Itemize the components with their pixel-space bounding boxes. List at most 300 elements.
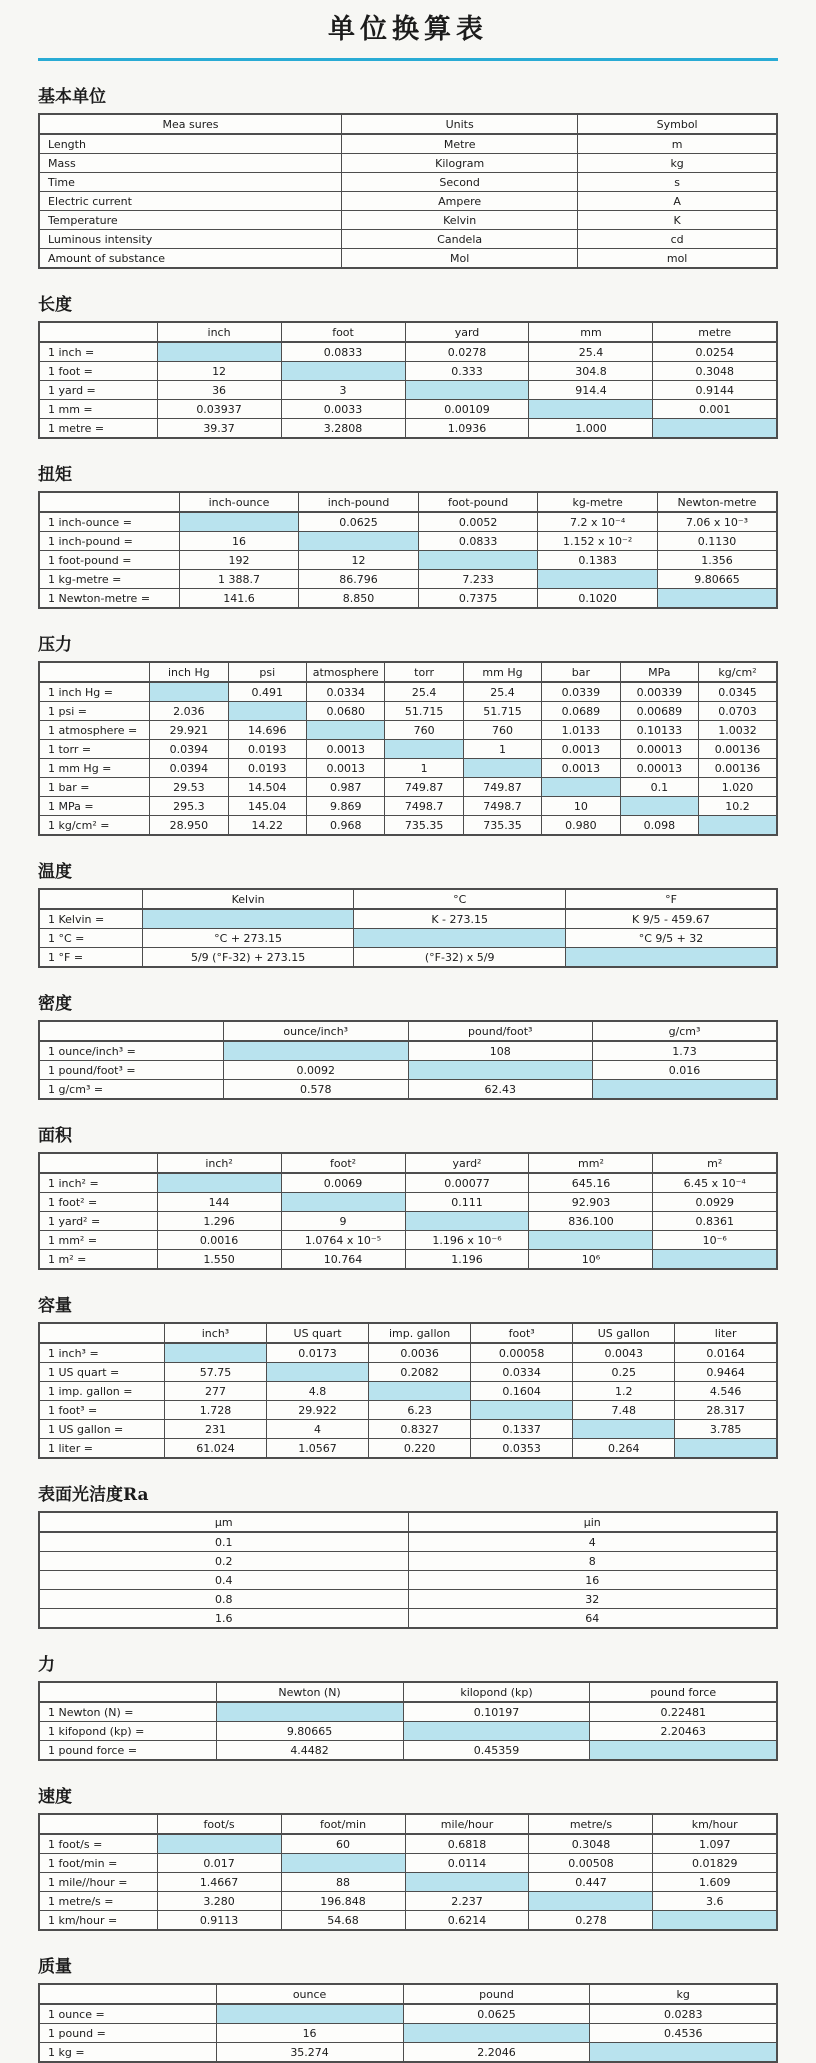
table-cell: 0.0278	[405, 342, 529, 362]
table-cell	[179, 512, 299, 532]
table-cell: Kilogram	[342, 154, 578, 173]
table-cell: (°F-32) x 5/9	[354, 948, 566, 968]
table-cell: 51.715	[463, 702, 541, 721]
table-cell: 0.00013	[620, 759, 698, 778]
column-header: imp. gallon	[369, 1323, 471, 1343]
conversion-table	[38, 491, 778, 609]
table-cell: 0.0193	[228, 740, 306, 759]
row-label: 1 kg-metre =	[39, 570, 179, 589]
table-row	[39, 551, 777, 570]
column-header: foot²	[281, 1153, 405, 1173]
unit-section-11	[38, 1957, 778, 2063]
column-header	[39, 662, 150, 682]
table-row	[39, 909, 777, 929]
row-label: Time	[39, 173, 342, 192]
row-label: 1 kg =	[39, 2043, 216, 2063]
table-cell: 192	[179, 551, 299, 570]
table-cell: 10.2	[699, 797, 777, 816]
table-cell: 0.03937	[157, 400, 281, 419]
unit-section-10	[38, 1787, 778, 1931]
conversion-table	[38, 661, 778, 836]
column-header	[39, 1984, 216, 2004]
table-cell: 1.0936	[405, 419, 529, 439]
table-cell: 1.196 x 10⁻⁶	[405, 1231, 529, 1250]
table-cell: Candela	[342, 230, 578, 249]
table-cell: 92.903	[529, 1193, 653, 1212]
table-cell	[542, 778, 620, 797]
table-row	[39, 740, 777, 759]
table-cell: 57.75	[164, 1363, 266, 1382]
column-header	[39, 322, 157, 342]
table-cell	[653, 419, 777, 439]
unit-section-4	[38, 862, 778, 968]
table-cell: 0.01829	[653, 1854, 777, 1873]
table-cell: 304.8	[529, 362, 653, 381]
table-cell	[385, 740, 463, 759]
column-header: Mea sures	[39, 114, 342, 134]
row-label: 1 Kelvin =	[39, 909, 142, 929]
table-cell: 0.2082	[369, 1363, 471, 1382]
row-label: 1 metre/s =	[39, 1892, 157, 1911]
table-cell: 0.1130	[657, 532, 777, 551]
table-cell: 760	[463, 721, 541, 740]
table-cell: 0.00058	[471, 1343, 573, 1363]
section-heading: 面积	[38, 1126, 72, 1146]
table-cell: 0.0013	[307, 740, 385, 759]
table-cell: 14.504	[228, 778, 306, 797]
table-cell: 2.2046	[403, 2043, 590, 2063]
table-cell: 8	[408, 1552, 777, 1571]
table-cell: 51.715	[385, 702, 463, 721]
column-header: yard	[405, 322, 529, 342]
table-cell: 7498.7	[385, 797, 463, 816]
row-label: 1 inch³ =	[39, 1343, 164, 1363]
table-cell: 735.35	[463, 816, 541, 836]
table-cell	[281, 1193, 405, 1212]
table-cell: 0.1383	[538, 551, 658, 570]
table-cell: 1.550	[157, 1250, 281, 1270]
table-cell: m	[578, 134, 777, 154]
table-cell: K - 273.15	[354, 909, 566, 929]
table-cell	[157, 342, 281, 362]
table-row	[39, 419, 777, 439]
table-cell: 231	[164, 1420, 266, 1439]
table-cell: 0.980	[542, 816, 620, 836]
header-row	[39, 492, 777, 512]
table-row	[39, 342, 777, 362]
table-cell	[699, 816, 777, 836]
table-row	[39, 1212, 777, 1231]
column-header: kilopond (kp)	[403, 1682, 590, 1702]
table-cell	[228, 702, 306, 721]
table-cell: 25.4	[385, 682, 463, 702]
table-cell: 0.0353	[471, 1439, 573, 1459]
table-cell: 10.764	[281, 1250, 405, 1270]
table-cell	[418, 551, 538, 570]
table-cell: 2.20463	[590, 1722, 777, 1741]
header-row	[39, 1323, 777, 1343]
table-cell: cd	[578, 230, 777, 249]
table-cell: 0.25	[573, 1363, 675, 1382]
table-cell: 295.3	[150, 797, 228, 816]
table-row	[39, 1231, 777, 1250]
header-row	[39, 322, 777, 342]
table-cell: 10⁻⁶	[653, 1231, 777, 1250]
table-cell: 9.869	[307, 797, 385, 816]
column-header: bar	[542, 662, 620, 682]
table-row	[39, 1609, 777, 1629]
table-cell: 0.017	[157, 1854, 281, 1873]
column-header: μin	[408, 1512, 777, 1532]
table-cell	[653, 1250, 777, 1270]
table-cell: 1.196	[405, 1250, 529, 1270]
unit-section-0	[38, 87, 778, 269]
conversion-table	[38, 1511, 778, 1629]
table-cell: 0.333	[405, 362, 529, 381]
row-label: 1 pound/foot³ =	[39, 1061, 224, 1080]
table-cell: 1.4667	[157, 1873, 281, 1892]
table-cell: 0.10197	[403, 1702, 590, 1722]
column-header: μm	[39, 1512, 408, 1532]
column-header: m²	[653, 1153, 777, 1173]
table-cell: 25.4	[529, 342, 653, 362]
section-heading: 质量	[38, 1957, 72, 1977]
table-cell	[620, 797, 698, 816]
section-heading: 表面光洁度Ra	[38, 1485, 149, 1505]
table-row	[39, 1061, 777, 1080]
row-label: 1 yard² =	[39, 1212, 157, 1231]
table-cell: 0.111	[405, 1193, 529, 1212]
table-cell: 29.921	[150, 721, 228, 740]
table-cell: 28.317	[675, 1401, 777, 1420]
table-cell: 0.9144	[653, 381, 777, 400]
table-cell: 0.001	[653, 400, 777, 419]
table-cell: 88	[281, 1873, 405, 1892]
unit-section-6	[38, 1126, 778, 1270]
table-cell: 25.4	[463, 682, 541, 702]
table-cell: 14.22	[228, 816, 306, 836]
column-header: Newton (N)	[216, 1682, 403, 1702]
table-row	[39, 1590, 777, 1609]
table-cell: 0.1337	[471, 1420, 573, 1439]
table-row	[39, 1854, 777, 1873]
row-label: 1 m² =	[39, 1250, 157, 1270]
table-cell: K 9/5 - 459.67	[565, 909, 777, 929]
column-header: liter	[675, 1323, 777, 1343]
table-row	[39, 173, 777, 192]
row-label: 1 liter =	[39, 1439, 164, 1459]
table-row	[39, 1439, 777, 1459]
row-label: 1 torr =	[39, 740, 150, 759]
table-cell	[538, 570, 658, 589]
table-cell: 0.0193	[228, 759, 306, 778]
table-cell: kg	[578, 154, 777, 173]
column-header	[39, 492, 179, 512]
table-cell: 29.922	[267, 1401, 369, 1420]
table-cell: 12	[299, 551, 419, 570]
table-cell: 16	[408, 1571, 777, 1590]
table-cell: 16	[216, 2024, 403, 2043]
column-header	[39, 1814, 157, 1834]
table-cell	[157, 1834, 281, 1854]
column-header	[39, 1021, 224, 1041]
table-cell: 0.0833	[281, 342, 405, 362]
table-cell: 1.020	[699, 778, 777, 797]
row-label: 1 inch =	[39, 342, 157, 362]
header-row	[39, 114, 777, 134]
page-title: 单位换算表	[328, 14, 488, 45]
table-row	[39, 211, 777, 230]
table-cell	[164, 1343, 266, 1363]
row-label: 1 pound force =	[39, 1741, 216, 1761]
table-row	[39, 1873, 777, 1892]
table-cell	[675, 1439, 777, 1459]
table-cell: 0.0680	[307, 702, 385, 721]
table-cell: 1	[385, 759, 463, 778]
table-cell: 29.53	[150, 778, 228, 797]
table-cell: 0.0069	[281, 1173, 405, 1193]
table-cell: 760	[385, 721, 463, 740]
row-label: 1 mm² =	[39, 1231, 157, 1250]
table-row	[39, 2004, 777, 2024]
column-header: inch-ounce	[179, 492, 299, 512]
table-cell: 0.0929	[653, 1193, 777, 1212]
table-cell: 0.220	[369, 1439, 471, 1459]
header-row	[39, 1984, 777, 2004]
table-cell: 196.848	[281, 1892, 405, 1911]
table-cell: Ampere	[342, 192, 578, 211]
table-row	[39, 948, 777, 968]
table-cell: 0.491	[228, 682, 306, 702]
table-cell: 14.696	[228, 721, 306, 740]
row-label: Amount of substance	[39, 249, 342, 269]
column-header: Units	[342, 114, 578, 134]
table-row	[39, 1343, 777, 1363]
column-header: inch Hg	[150, 662, 228, 682]
unit-section-9	[38, 1655, 778, 1761]
table-cell: 1.0032	[699, 721, 777, 740]
table-cell: 4	[267, 1420, 369, 1439]
header-row	[39, 1512, 777, 1532]
column-header: psi	[228, 662, 306, 682]
table-cell: 36	[157, 381, 281, 400]
table-cell: 0.578	[224, 1080, 409, 1100]
table-cell: 28.950	[150, 816, 228, 836]
table-cell: 914.4	[529, 381, 653, 400]
table-row	[39, 1193, 777, 1212]
table-cell: 277	[164, 1382, 266, 1401]
column-header: mm	[529, 322, 653, 342]
table-cell	[307, 721, 385, 740]
row-label: 1 foot-pound =	[39, 551, 179, 570]
table-row	[39, 682, 777, 702]
column-header: pound	[403, 1984, 590, 2004]
table-row	[39, 192, 777, 211]
table-cell: 1.0133	[542, 721, 620, 740]
table-cell: 0.0254	[653, 342, 777, 362]
table-cell: 0.1020	[538, 589, 658, 609]
table-cell: 0.0625	[299, 512, 419, 532]
table-cell: 12	[157, 362, 281, 381]
table-cell	[405, 1212, 529, 1231]
column-header: metre	[653, 322, 777, 342]
column-header: foot³	[471, 1323, 573, 1343]
table-cell: 0.0394	[150, 740, 228, 759]
table-cell: 0.9464	[675, 1363, 777, 1382]
table-row	[39, 512, 777, 532]
table-cell: 0.00508	[529, 1854, 653, 1873]
table-row	[39, 1722, 777, 1741]
row-label: 1 inch Hg =	[39, 682, 150, 702]
table-cell: 0.0164	[675, 1343, 777, 1363]
table-cell	[408, 1061, 593, 1080]
row-label: 1 ounce/inch³ =	[39, 1041, 224, 1061]
column-header	[39, 889, 142, 909]
table-cell: 7.2 x 10⁻⁴	[538, 512, 658, 532]
table-cell	[590, 1741, 777, 1761]
row-label: 1 °C =	[39, 929, 142, 948]
table-cell: 1.356	[657, 551, 777, 570]
row-label: 1 US gallon =	[39, 1420, 164, 1439]
table-cell: 2.036	[150, 702, 228, 721]
table-cell	[354, 929, 566, 948]
table-cell: 86.796	[299, 570, 419, 589]
column-header: US gallon	[573, 1323, 675, 1343]
column-header: mile/hour	[405, 1814, 529, 1834]
table-cell	[590, 2043, 777, 2063]
table-cell: 39.37	[157, 419, 281, 439]
table-cell: 0.00013	[620, 740, 698, 759]
table-cell: 1.2	[573, 1382, 675, 1401]
table-row	[39, 154, 777, 173]
table-row	[39, 1250, 777, 1270]
column-header: foot/s	[157, 1814, 281, 1834]
table-row	[39, 1892, 777, 1911]
row-label: 1 km/hour =	[39, 1911, 157, 1931]
table-cell: 4.546	[675, 1382, 777, 1401]
section-heading: 容量	[38, 1296, 72, 1316]
section-heading: 速度	[38, 1787, 72, 1807]
table-row	[39, 2024, 777, 2043]
table-cell: 0.0334	[471, 1363, 573, 1382]
table-row	[39, 230, 777, 249]
row-label: 0.1	[39, 1532, 408, 1552]
table-cell: 0.8361	[653, 1212, 777, 1231]
table-cell: 35.274	[216, 2043, 403, 2063]
conversion-table	[38, 1681, 778, 1761]
unit-section-8	[38, 1485, 778, 1629]
header-row	[39, 662, 777, 682]
table-row	[39, 721, 777, 740]
unit-section-5	[38, 994, 778, 1100]
table-cell: 0.016	[593, 1061, 778, 1080]
table-cell: 0.987	[307, 778, 385, 797]
row-label: 0.2	[39, 1552, 408, 1571]
table-row	[39, 570, 777, 589]
row-label: 1 psi =	[39, 702, 150, 721]
table-cell: 836.100	[529, 1212, 653, 1231]
table-row	[39, 1401, 777, 1420]
table-cell: 0.0703	[699, 702, 777, 721]
table-cell: mol	[578, 249, 777, 269]
table-cell: 10	[542, 797, 620, 816]
table-cell: 8.850	[299, 589, 419, 609]
row-label: 1 foot =	[39, 362, 157, 381]
row-label: 1 °F =	[39, 948, 142, 968]
table-row	[39, 702, 777, 721]
table-cell: 3.6	[653, 1892, 777, 1911]
table-cell: Second	[342, 173, 578, 192]
table-cell: 2.237	[405, 1892, 529, 1911]
table-cell: 1.0764 x 10⁻⁵	[281, 1231, 405, 1250]
table-cell: Kelvin	[342, 211, 578, 230]
header-row	[39, 1021, 777, 1041]
column-header: km/hour	[653, 1814, 777, 1834]
column-header: Symbol	[578, 114, 777, 134]
table-cell: 141.6	[179, 589, 299, 609]
table-cell: 64	[408, 1609, 777, 1629]
table-cell: 5/9 (°F-32) + 273.15	[142, 948, 354, 968]
row-label: 1 foot³ =	[39, 1401, 164, 1420]
header-row	[39, 889, 777, 909]
table-cell: 0.7375	[418, 589, 538, 609]
table-cell	[463, 759, 541, 778]
section-heading: 压力	[38, 635, 72, 655]
table-cell: 4.4482	[216, 1741, 403, 1761]
conversion-table	[38, 1813, 778, 1931]
row-label: 1 MPa =	[39, 797, 150, 816]
unit-section-2	[38, 465, 778, 609]
column-header: metre/s	[529, 1814, 653, 1834]
conversion-table	[38, 888, 778, 968]
column-header: inch³	[164, 1323, 266, 1343]
column-header: ounce	[216, 1984, 403, 2004]
table-cell	[403, 1722, 590, 1741]
column-header: inch-pound	[299, 492, 419, 512]
table-cell: 144	[157, 1193, 281, 1212]
table-row	[39, 1532, 777, 1552]
table-cell: 0.22481	[590, 1702, 777, 1722]
table-cell: 7.06 x 10⁻³	[657, 512, 777, 532]
table-row	[39, 2043, 777, 2063]
table-cell: 0.0114	[405, 1854, 529, 1873]
table-row	[39, 797, 777, 816]
row-label: 1 mm =	[39, 400, 157, 419]
table-row	[39, 362, 777, 381]
table-row	[39, 1382, 777, 1401]
column-header: foot-pound	[418, 492, 538, 512]
table-cell: 0.00689	[620, 702, 698, 721]
table-cell: 0.0394	[150, 759, 228, 778]
table-cell: 0.0334	[307, 682, 385, 702]
table-cell: 0.0036	[369, 1343, 471, 1363]
table-row	[39, 249, 777, 269]
table-cell: 10⁶	[529, 1250, 653, 1270]
table-cell: 0.00136	[699, 759, 777, 778]
column-header: pound/foot³	[408, 1021, 593, 1041]
table-cell	[405, 1873, 529, 1892]
table-row	[39, 381, 777, 400]
row-label: 1 foot/min =	[39, 1854, 157, 1873]
table-cell: 0.0625	[403, 2004, 590, 2024]
table-row	[39, 1552, 777, 1571]
table-row	[39, 816, 777, 836]
row-label: 1 US quart =	[39, 1363, 164, 1382]
column-header: MPa	[620, 662, 698, 682]
table-cell	[653, 1911, 777, 1931]
row-label: 1 atmosphere =	[39, 721, 150, 740]
title-underline	[38, 58, 778, 61]
